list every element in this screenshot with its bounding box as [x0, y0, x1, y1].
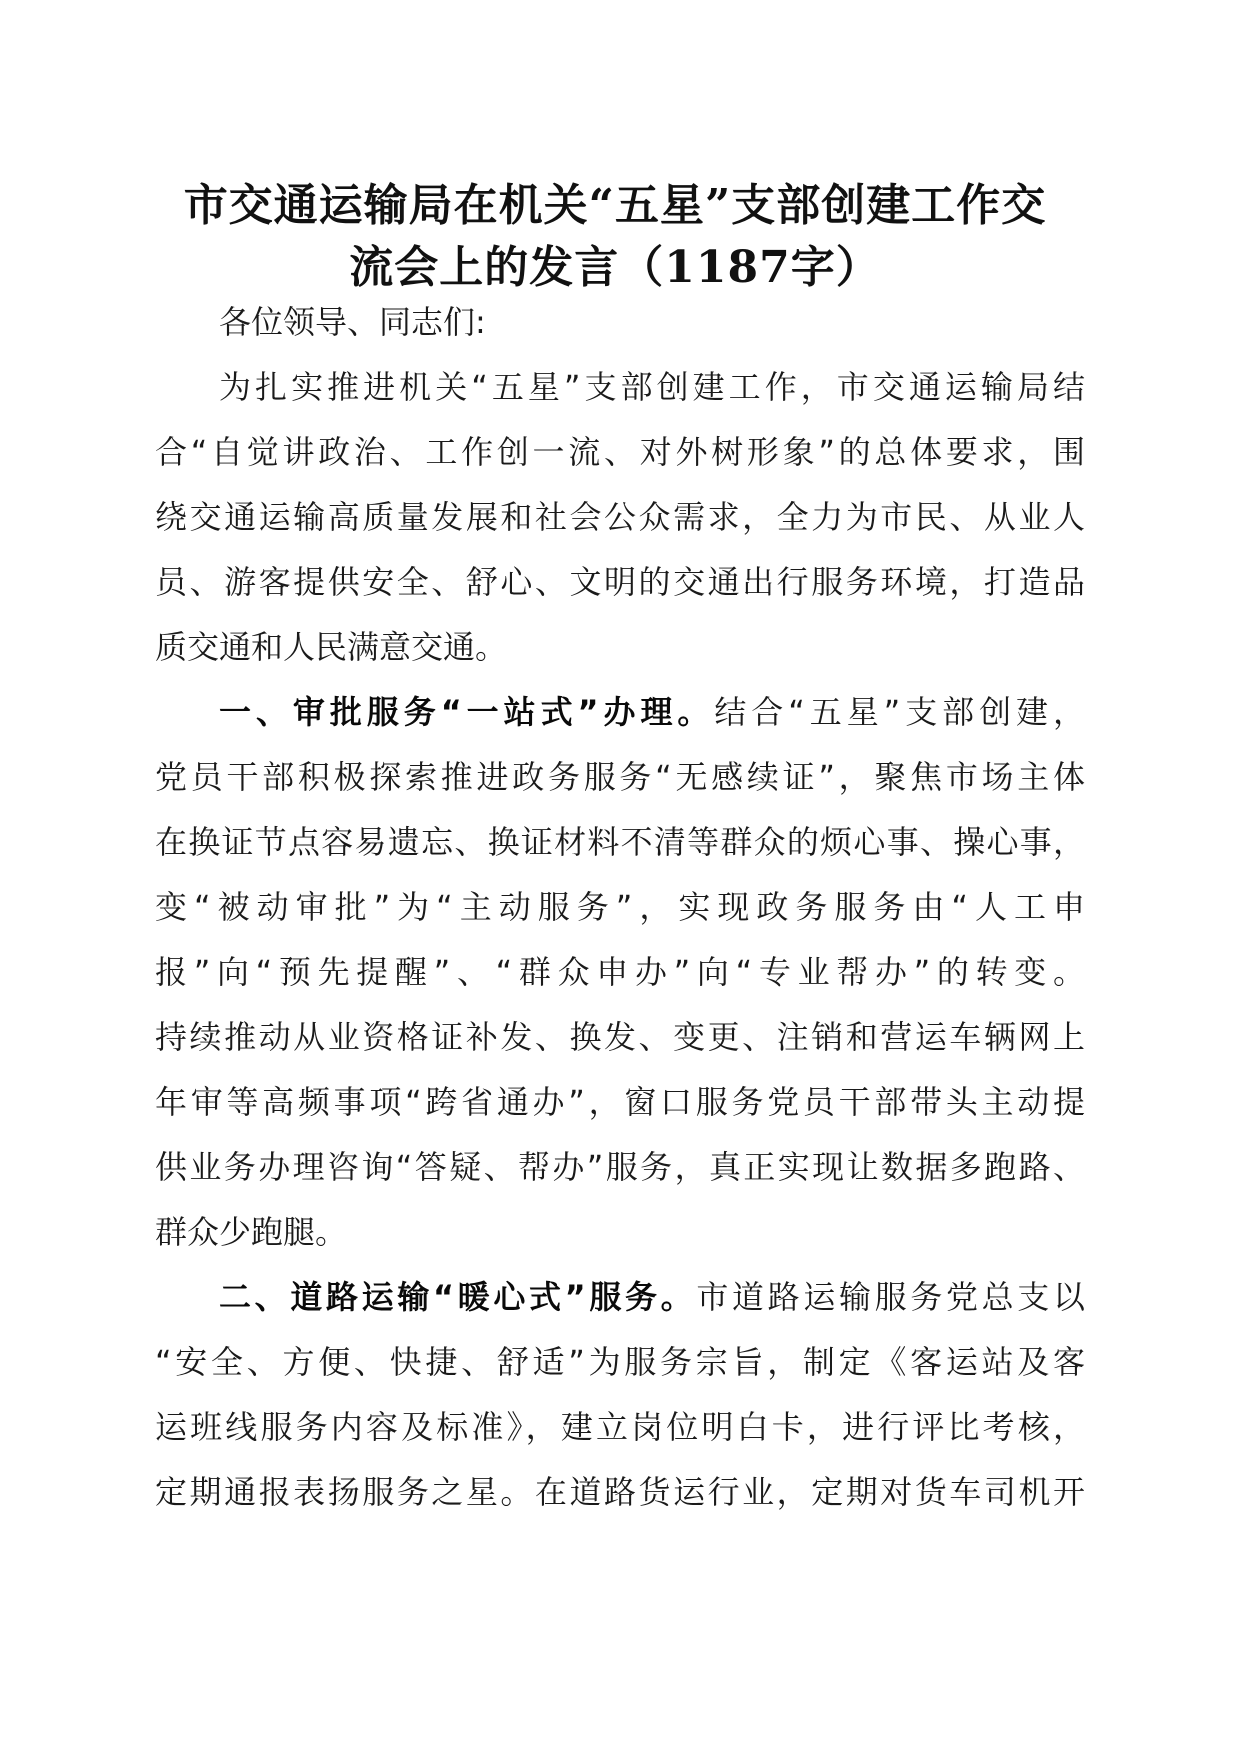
section-2-first-line: [155, 1265, 1085, 1330]
section-1-line: 报”向“预先提醒”、“群众申办”向“专业帮办”的转变。: [155, 953, 1085, 991]
section-1-line: 在换证节点容易遗忘、换证材料不清等群众的烦心事、操心事，: [155, 823, 1085, 861]
intro-line: 合“自觉讲政治、工作创一流、对外树形象”的总体要求，围: [155, 433, 1085, 471]
section-1-line: 年审等高频事项“跨省通办”，窗口服务党员干部带头主动提: [155, 1083, 1085, 1121]
intro-line: 员、游客提供安全、舒心、文明的交通出行服务环境，打造品: [155, 563, 1085, 601]
section-1-line: 供业务办理咨询“答疑、帮办”服务，真正实现让数据多跑路、: [155, 1148, 1085, 1186]
title-line: 流会上的发言（1187字）: [349, 242, 881, 293]
section-1-line: 持续推动从业资格证补发、换发、变更、注销和营运车辆网上: [155, 1018, 1085, 1056]
document-body: [155, 290, 1085, 1525]
intro-line: 质交通和人民满意交通。: [155, 628, 508, 666]
section-2-line: “安全、方便、快捷、舒适”为服务宗旨，制定《客运站及客: [155, 1343, 1085, 1381]
title-line: 市交通运输局在机关“五星”支部创建工作交: [183, 180, 1047, 231]
section-1-heading: 一、审批服务“一站式”办理。: [219, 693, 715, 731]
section-1-line: 变“被动审批”为“主动服务”，实现政务服务由“人工申: [155, 888, 1085, 926]
section-1-first-line: [155, 680, 1085, 745]
intro-line: 绕交通运输高质量发展和社会公众需求，全力为市民、从业人: [155, 498, 1085, 536]
section-1-line: 群众少跑腿。: [155, 1213, 348, 1251]
section-2-first-line-text: 市道路运输服务党总支以: [696, 1278, 1085, 1316]
section-1-line: 党员干部积极探索推进政务服务“无感续证”，聚焦市场主体: [155, 758, 1085, 796]
section-2-line: 定期通报表扬服务之星。在道路货运行业，定期对货车司机开: [155, 1473, 1085, 1511]
section-1-first-line-text: 结合“五星”支部创建，: [714, 693, 1085, 731]
intro-line: 为扎实推进机关“五星”支部创建工作，市交通运输局结: [219, 368, 1085, 406]
section-2-heading: 二、道路运输“暖心式”服务。: [219, 1278, 697, 1316]
section-2-line: 运班线服务内容及标准》，建立岗位明白卡，进行评比考核，: [155, 1408, 1085, 1446]
document-title: [150, 175, 1080, 299]
salutation: 各位领导、同志们:: [219, 303, 486, 341]
